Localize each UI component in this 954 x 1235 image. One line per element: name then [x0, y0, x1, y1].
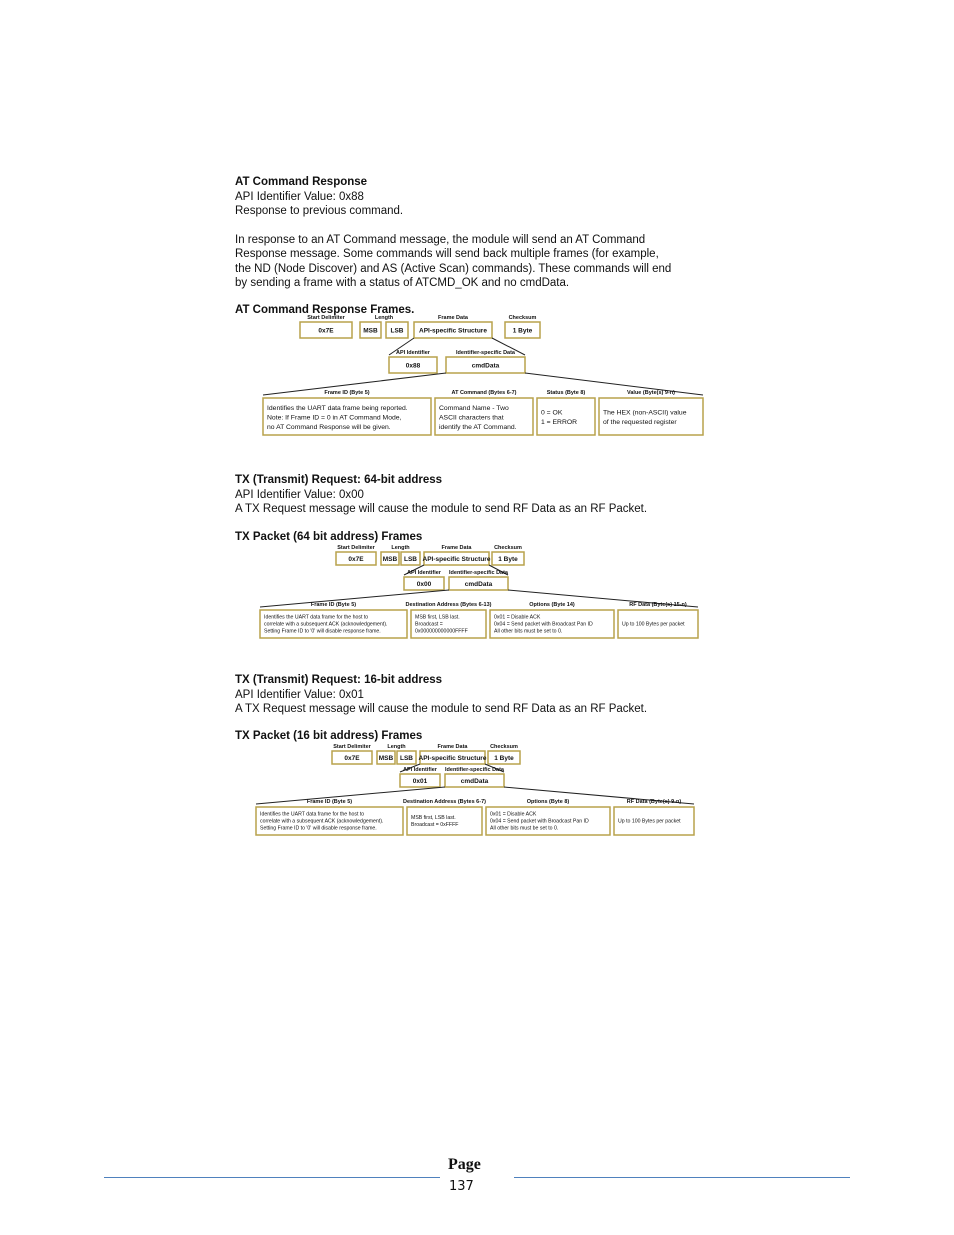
field-desc-line: 0x04 = Send packet with Broadcast Pan ID	[490, 818, 589, 825]
field-desc-line: Identifies the UART data frame for the host to	[260, 811, 365, 818]
field-desc-line: 0x000000000000FFFF	[415, 628, 468, 635]
api-structure-text: API-specific Structure	[418, 755, 487, 762]
label-identifier-specific: Identifier-specific Data	[445, 767, 504, 773]
start-delimiter-text: 0x7E	[348, 556, 364, 563]
label-frame-data: Frame Data	[438, 315, 468, 321]
label-api-identifier: API Identifier	[396, 350, 430, 356]
label-frame-data: Frame Data	[437, 744, 468, 750]
length-msb-text: MSB	[378, 755, 394, 762]
section-description: A TX Request message will cause the module to send RF Data as an RF Packet.	[235, 703, 648, 715]
label-api-identifier: API Identifier	[407, 570, 441, 576]
section-title: TX (Transmit) Request: 16-bit address	[235, 674, 443, 686]
section-subtitle: Response to previous command.	[235, 205, 404, 217]
field-desc-line: 0x01 = Disable ACK	[490, 811, 537, 818]
field-desc-line: 1 = ERROR	[541, 419, 578, 426]
label-field: Options (Byte 14)	[529, 602, 575, 608]
field-desc-line: correlate with a subsequent ACK (acknowledgement).	[264, 621, 388, 628]
field-desc-line: MSB first, LSB last.	[411, 815, 456, 821]
start-delimiter-text: 0x7E	[318, 327, 334, 335]
label-checksum: Checksum	[490, 744, 518, 750]
checksum-text: 1 Byte	[498, 556, 518, 563]
label-identifier-specific: Identifier-specific Data	[456, 350, 515, 356]
section-description: A TX Request message will cause the module to send RF Data as an RF Packet.	[235, 503, 648, 515]
field-desc-line: no AT Command Response will be given.	[267, 423, 391, 431]
field-desc-line: The HEX (non-ASCII) value	[603, 409, 687, 417]
footer-rule-left	[104, 1177, 440, 1178]
api-identifier-value-text: 0x88	[405, 362, 421, 370]
footer-page-number: 137	[449, 1179, 474, 1194]
field-desc-line: 0 = OK	[541, 409, 563, 417]
label-start-delimiter: Start Delimiter	[307, 315, 345, 321]
label-field: AT Command (Bytes 6-7)	[451, 390, 517, 396]
start-delimiter-text: 0x7E	[344, 755, 360, 762]
label-frame-data: Frame Data	[441, 545, 472, 551]
label-field: Frame ID (Byte 5)	[310, 602, 357, 608]
field-desc-box	[407, 807, 482, 835]
label-field: RF Data (Byte(s) 9-n)	[626, 799, 682, 805]
label-field: Frame ID (Byte 5)	[324, 390, 370, 396]
paragraph-line: the ND (Node Discover) and AS (Active Scan) commands). These commands will end	[235, 262, 672, 275]
section-title: TX (Transmit) Request: 64-bit address	[235, 474, 443, 486]
field-desc-line: identify the AT Command.	[439, 423, 517, 431]
frames-heading: TX Packet (16 bit address) Frames	[235, 730, 423, 742]
label-field: Frame ID (Byte 5)	[306, 799, 353, 805]
field-desc-line: Up to 100 Bytes per packet	[622, 621, 685, 628]
frames-heading: AT Command Response Frames.	[235, 304, 415, 316]
field-desc-line: All other bits must be set to 0.	[494, 628, 563, 635]
cmd-data-text: cmdData	[460, 778, 489, 785]
label-field: Destination Address (Bytes 6-13)	[405, 602, 492, 608]
field-desc-line: Broadcast =	[415, 621, 443, 628]
field-desc-line: Identifies the UART data frame for the host to	[264, 614, 369, 621]
cmd-data-text: cmdData	[464, 581, 493, 588]
field-desc-box	[599, 398, 703, 435]
section-title: AT Command Response	[235, 176, 368, 188]
field-desc-line: MSB first, LSB last.	[415, 614, 460, 621]
field-desc-line: 0x04 = Send packet with Broadcast Pan ID	[494, 621, 593, 628]
api-identifier: API Identifier Value: 0x88	[235, 190, 364, 203]
label-api-identifier: API Identifier	[403, 767, 437, 773]
api-identifier: API Identifier Value: 0x01	[235, 688, 364, 701]
field-desc-line: Note: If Frame ID = 0 in AT Command Mode,	[267, 414, 402, 422]
field-desc-line: Setting Frame ID to '0' will disable response frame.	[264, 628, 381, 635]
length-lsb-text: LSB	[404, 556, 417, 563]
api-structure-text: API-specific Structure	[422, 556, 491, 563]
label-checksum: Checksum	[508, 315, 537, 321]
paragraph-line: Response message. Some commands will send back multiple frames (for example,	[235, 248, 659, 260]
frames-heading: TX Packet (64 bit address) Frames	[235, 531, 423, 543]
label-length: Length	[387, 744, 406, 750]
field-desc-line: Setting Frame ID to '0' will disable response frame.	[260, 825, 377, 832]
length-msb-text: MSB	[382, 556, 398, 563]
label-start-delimiter: Start Delimiter	[337, 545, 375, 551]
api-identifier-value-text: 0x00	[416, 581, 432, 588]
field-desc-line: Command Name - Two	[439, 404, 509, 412]
label-field: RF Data (Byte(s) 15-n)	[629, 602, 687, 608]
label-field: Destination Address (Bytes 6-7)	[403, 799, 486, 805]
length-lsb-text: LSB	[390, 327, 404, 335]
field-desc-line: of the requested register	[603, 419, 677, 426]
label-length: Length	[391, 545, 410, 551]
field-desc-box	[537, 398, 595, 435]
field-desc-line: Broadcast = 0xFFFF	[411, 822, 459, 828]
api-structure-text: API-specific Structure	[419, 327, 487, 335]
api-identifier: API Identifier Value: 0x00	[235, 488, 364, 501]
field-desc-line: Identifies the UART data frame being reported.	[267, 404, 408, 412]
label-field: Options (Byte 8)	[526, 799, 570, 805]
field-desc-line: correlate with a subsequent ACK (acknowledgement).	[260, 818, 384, 825]
field-desc-line: Up to 100 Bytes per packet	[618, 818, 681, 825]
label-field: Value (Byte(s) 9-n)	[627, 390, 675, 396]
label-identifier-specific: Identifier-specific Data	[449, 570, 508, 576]
checksum-text: 1 Byte	[494, 755, 514, 762]
label-checksum: Checksum	[494, 545, 522, 551]
label-length: Length	[374, 315, 394, 321]
footer-rule-right	[514, 1177, 850, 1178]
cmd-data-text: cmdData	[471, 362, 500, 370]
field-desc-line: ASCII characters that	[439, 414, 504, 422]
length-msb-text: MSB	[363, 327, 378, 335]
api-identifier-value-text: 0x01	[412, 778, 428, 785]
paragraph-line: In response to an AT Command message, the module will send an AT Command	[235, 233, 646, 246]
checksum-text: 1 Byte	[512, 327, 533, 335]
paragraph-line: by sending a frame with a status of ATCMD_OK and no cmdData.	[235, 277, 570, 289]
label-field: Status (Byte 8)	[546, 390, 586, 396]
footer-page-label: Page	[448, 1156, 481, 1173]
field-desc-line: 0x01 = Disable ACK	[494, 614, 541, 621]
label-start-delimiter: Start Delimiter	[333, 744, 371, 750]
length-lsb-text: LSB	[400, 755, 413, 762]
field-desc-line: All other bits must be set to 0.	[490, 825, 559, 832]
